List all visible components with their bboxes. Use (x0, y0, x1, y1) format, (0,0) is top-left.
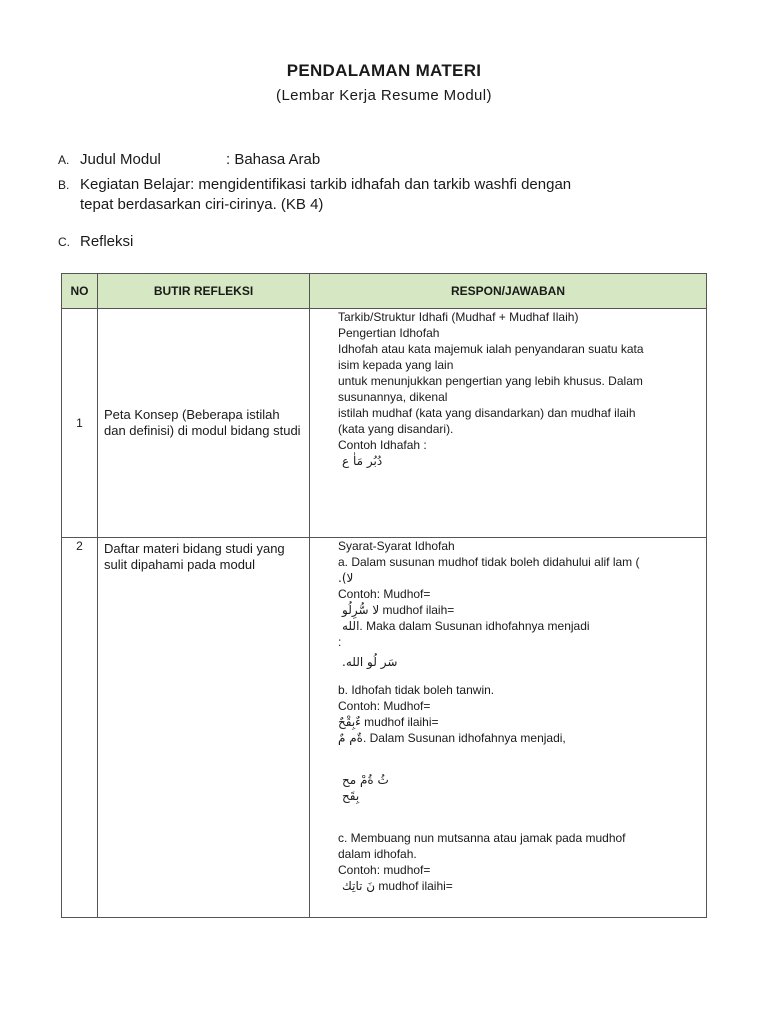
respon-line: Contoh Idhafah : (338, 438, 427, 452)
respon-line: dalam idhofah. (338, 847, 417, 861)
respon-line: Contoh: Mudhof= (338, 587, 431, 601)
butir-refleksi-cell: Peta Konsep (Beberapa istilah dan definisi) di modul bidang studi (98, 309, 310, 538)
respon-line: Syarat-Syarat Idhofah (338, 539, 455, 553)
respon-line (338, 730, 700, 746)
arabic-text: ثُ ةُمْ مح (342, 773, 389, 787)
header-respon-jawaban: RESPON/JAWABAN (310, 274, 707, 309)
arabic-text: سَر لُو الله. (342, 655, 398, 669)
arabic-text: ءٌبِقْحٌ (338, 715, 361, 729)
respon-line (338, 878, 700, 894)
row-number: 2 (62, 538, 98, 918)
respon-line: Pengertian Idhofah (338, 326, 440, 340)
refleksi-label: Refleksi (80, 233, 134, 250)
info-kegiatan-belajar (58, 176, 572, 213)
table-row (62, 309, 707, 538)
respon-line (338, 650, 700, 670)
page-title: PENDALAMAN MATERI (286, 61, 482, 80)
respon-line (338, 714, 700, 730)
table-row (62, 538, 707, 918)
kegiatan-belajar-value-continued: tepat berdasarkan ciri-cirinya. (KB 4) (80, 196, 324, 213)
arabic-text: ةٌم مٌ (338, 731, 363, 745)
respon-line (338, 570, 700, 586)
header-butir-refleksi: BUTIR REFLEKSI (98, 274, 310, 309)
respon-text: mudhof ilaih= (379, 603, 455, 617)
spacer (338, 804, 700, 830)
respon-line: a. Dalam susunan mudhof tidak boleh didahului alif lam ( (338, 555, 640, 569)
respon-line: Tarkib/Struktur Idhafi (Mudhaf + Mudhaf Ilaih) (338, 310, 579, 324)
arabic-text: لا). (338, 571, 354, 585)
respon-line (338, 772, 700, 788)
respon-line: isim kepada yang lain (338, 358, 454, 372)
judul-modul-value: : Bahasa Arab (226, 151, 321, 168)
info-letter-b: B. (58, 178, 70, 192)
respon-cell (310, 309, 707, 538)
respon-line: c. Membuang nun mutsanna atau jamak pada mudhof (338, 831, 626, 845)
header-no: NO (62, 274, 98, 309)
info-letter-a: A. (58, 153, 70, 167)
respon-line: Contoh: mudhof= (338, 863, 431, 877)
arabic-text: الله (342, 619, 360, 633)
arabic-text: دُبُر مَاٰ ع (342, 454, 383, 468)
info-refleksi (58, 233, 133, 250)
butir-refleksi-cell: Daftar materi bidang studi yang sulit dipahami pada modul (98, 538, 310, 918)
respon-text: . Dalam Susunan idhofahnya menjadi, (362, 731, 566, 745)
kegiatan-belajar-label: Kegiatan Belajar (80, 176, 191, 193)
respon-line (338, 788, 700, 804)
row-number: 1 (62, 309, 98, 538)
respon-text: . Maka dalam Susunan idhofahnya menjadi (359, 619, 590, 633)
respon-line: istilah mudhaf (kata yang disandarkan) dan mudhaf ilaih (338, 406, 636, 420)
arabic-text: لا سُّرِلُو (342, 603, 380, 617)
table-header-row (62, 274, 707, 309)
reflection-table (61, 273, 707, 918)
respon-line: b. Idhofah tidak boleh tanwin. (338, 683, 495, 697)
respon-text: mudhof ilaihi= (360, 715, 439, 729)
respon-cell (310, 538, 707, 918)
spacer (338, 670, 700, 682)
respon-text: mudhof ilaihi= (375, 879, 453, 893)
arabic-text: نَ تاتِك (342, 879, 376, 893)
arabic-example (338, 453, 700, 469)
info-judul-modul (58, 151, 320, 168)
page-subtitle: (Lembar Kerja Resume Modul) (276, 87, 492, 104)
respon-line (338, 618, 700, 634)
respon-line: Contoh: Mudhof= (338, 699, 431, 713)
judul-modul-label: Judul Modul (80, 151, 161, 168)
info-letter-c: C. (58, 235, 70, 249)
respon-line: susunannya, dikenal (338, 390, 448, 404)
spacer (338, 746, 700, 772)
respon-line: : (338, 635, 342, 649)
kegiatan-belajar-value: : mengidentifikasi tarkib idhafah dan tarkib washfi dengan (190, 176, 572, 193)
respon-line: Idhofah atau kata majemuk ialah penyandaran suatu kata (338, 342, 644, 356)
arabic-text: بِقَح (342, 789, 360, 803)
respon-line (338, 602, 700, 618)
respon-line: untuk menunjukkan pengertian yang lebih khusus. Dalam (338, 374, 643, 388)
respon-line: (kata yang disandari). (338, 422, 454, 436)
